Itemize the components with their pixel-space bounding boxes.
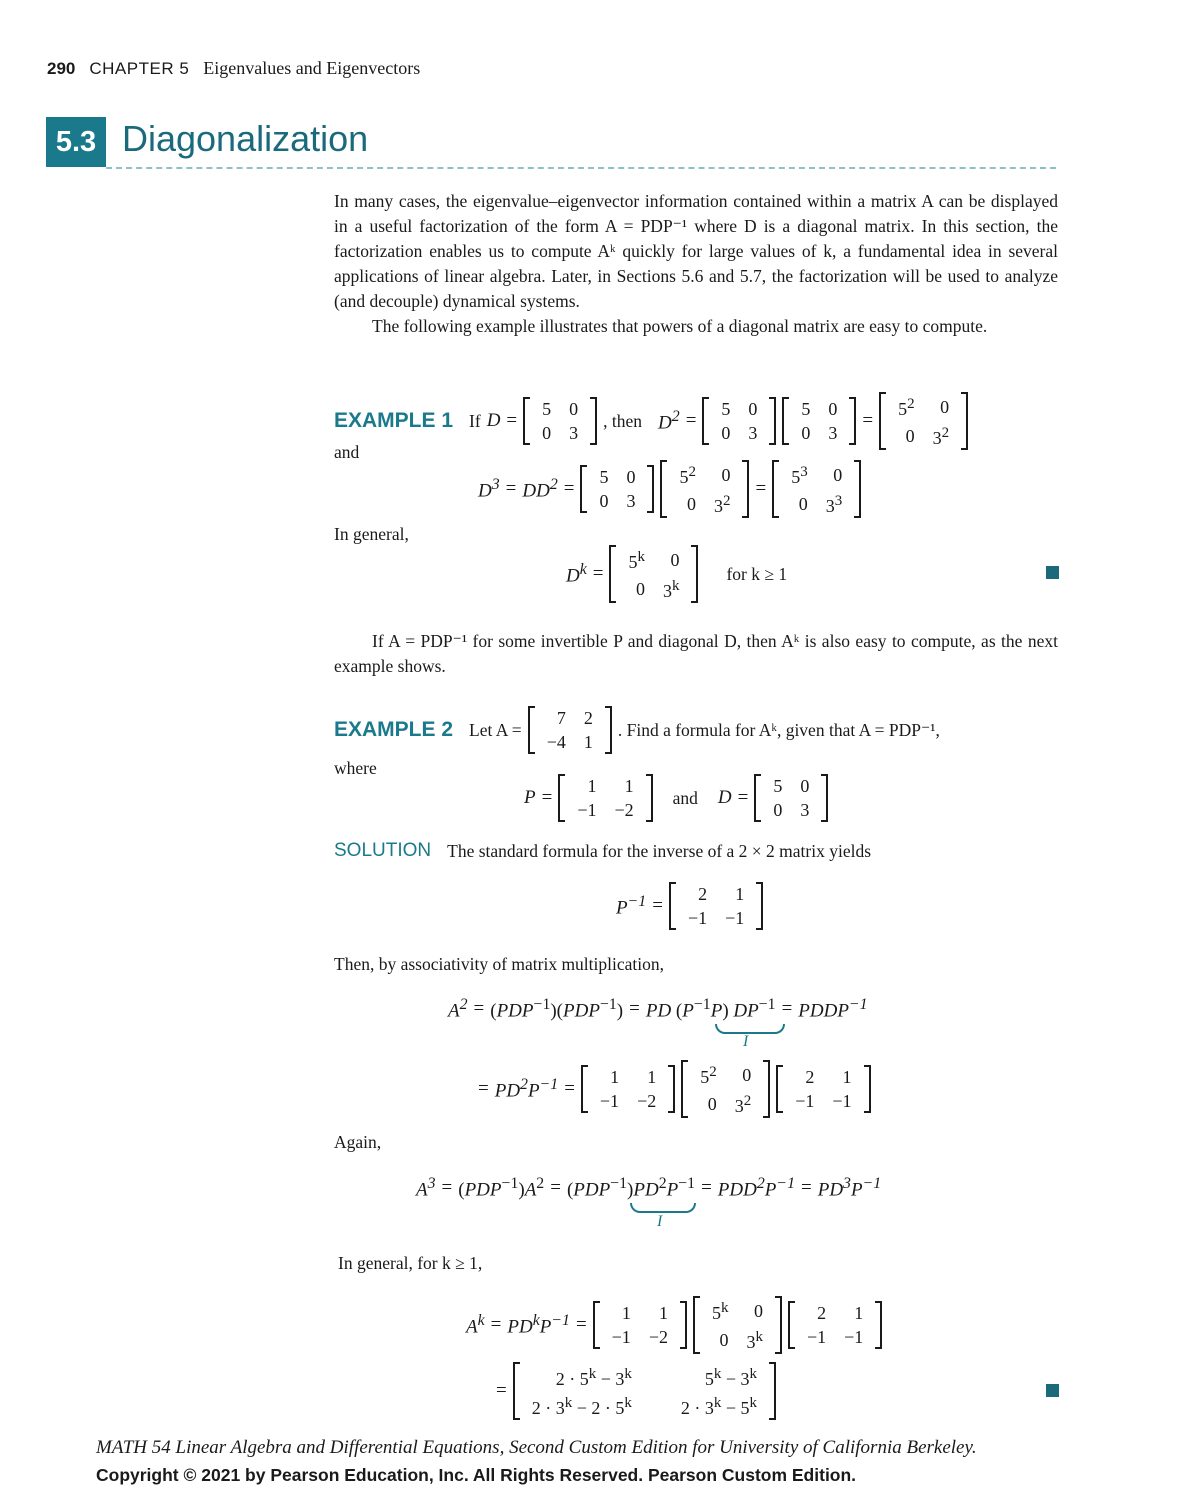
example1-and: and [334,442,360,462]
example2-where: where [334,758,377,778]
a-k-line1: $A^k$ = $PD^kP^{-1}$ = 1 1 −1 −2 5$^k$ 0 0 3$^k$ 2 1 −1 −1 [466,1296,882,1354]
example2-line [334,706,940,754]
solution-line [334,840,871,862]
footer-line-1: MATH 54 Linear Algebra and Differential Equations, Second Custom Edition for University of California Berkeley. [96,1437,977,1458]
example1-for-k: for k ≥ 1 [726,563,788,584]
a-squared-line2: = $PD^2P^{-1}$ = 1 1 −1 −2 $5^2$ 0 0 $3^2$ 2 1 −1 −1 [478,1060,871,1118]
matrix-p: 1 1 −1 −2 [558,774,652,822]
section-number: 5.3 [46,117,106,167]
end-of-example-square-2 [1046,1384,1059,1397]
matrix-a: 7 2 −4 1 [528,706,612,754]
end-of-example-square [1046,566,1059,579]
example1-in-general: In general, [334,524,409,544]
underbrace-2 [630,1203,696,1213]
example1-then: , then [603,410,643,431]
a-cubed-line: $A^3$ = $(PDP^{-1})A^2$ = $(PDP^{-1})PD^2P^{-1}$ = $PDD^2P^{-1}$ = $PD^3P^{-1}$ [416,1175,882,1201]
section-title: Diagonalization [122,118,369,159]
page-number: 290 [47,59,76,78]
example2-let: Let A = [469,719,522,740]
transition-paragraph: If A = PDP⁻¹ for some invertible P and diagonal D, then Aᵏ is also easy to compute, as the next example shows. [334,631,1058,676]
chapter-title: Eigenvalues and Eigenvectors [203,58,421,78]
identity-label-1: I [743,1033,749,1050]
example1-d-cubed: $D^3$ = $DD^2$ = 5 0 0 3 $5^2$ 0 0 $3^2$ = $5^3$ 0 0 $3^3$ [478,460,861,518]
again-text: Again, [334,1132,382,1152]
p-inverse-equation: $P^{-1}$ = 2 1 −1 −1 [616,882,763,930]
intro-paragraph-1: In many cases, the eigenvalue–eigenvector information contained within a matrix A can be displayed in a useful factorization of the form A = PDP⁻¹ where D is a diagonal matrix. In this section, the factorization enables us to compute Aᵏ quickly for large values of k, a fundamental idea in several applications of linear algebra. Later, in Sections 5.6 and 5.7, the factorization will be used to analyze (and decouple) dynamical systems. [334,191,1058,311]
general-k-text: In general, for k ≥ 1, [338,1253,483,1273]
footer-line-2: Copyright © 2021 by Pearson Education, Inc. All Rights Reserved. Pearson Custom Edition. [96,1465,857,1485]
underbrace-1 [715,1024,785,1034]
example1-d-k: $D^k$ = $5^k$ 0 0 3$^k$ for k ≥ 1 [566,545,787,603]
example2-find: . Find a formula for Aᵏ, given that A = PDP⁻¹, [617,719,940,740]
matrix-a-k: $2 \cdot 5^k - 3^k$ $5^k - 3^k$ $2 \cdot 3^k - 2 \cdot 5^k$ $2 \cdot 3^k - 5^k$ [513,1362,776,1420]
a-k-line2: = $2 \cdot 5^k - 3^k$ $5^k - 3^k$ $2 \cdot 3^k - 2 \cdot 5^k$ $2 \cdot 3^k - 5^k$ [496,1362,776,1420]
intro-paragraph-2: The following example illustrates that powers of a diagonal matrix are easy to compute. [372,316,988,336]
running-head [47,58,420,79]
matrix-d-squared: $5^2$ 0 0 $3^2$ [879,392,968,450]
matrix-d: 5 0 0 3 [523,397,597,445]
solution-label: SOLUTION [334,840,432,861]
example2-p-and-d: P = 1 1 −1 −2 and D = 5 0 0 3 [524,774,828,822]
example2-and: and [672,787,698,808]
example2-label: EXAMPLE 2 [334,718,454,741]
example1-line: EXAMPLE 1 If D = 5 0 0 3 , then $D^2$ = 5 0 0 3 5 0 0 3 = $5^2$ 0 0 $3^2$ [334,392,968,450]
a-squared-line1: $A^2$ = $(PDP^{-1})(PDP^{-1})$ = PD $(P^{-1}P)$ $DP^{-1}$ = $PDDP^{-1}$ [448,996,868,1022]
solution-text: The standard formula for the inverse of a 2 × 2 matrix yields [447,840,872,861]
chapter-label: CHAPTER 5 [89,59,190,78]
example1-label: EXAMPLE 1 [334,409,454,432]
matrix-d2: 5 0 0 3 [754,774,828,822]
identity-label-2: I [657,1213,663,1230]
section-rule [106,167,1056,169]
associativity-text: Then, by associativity of matrix multiplication, [334,954,665,974]
example1-if: If [469,410,481,431]
